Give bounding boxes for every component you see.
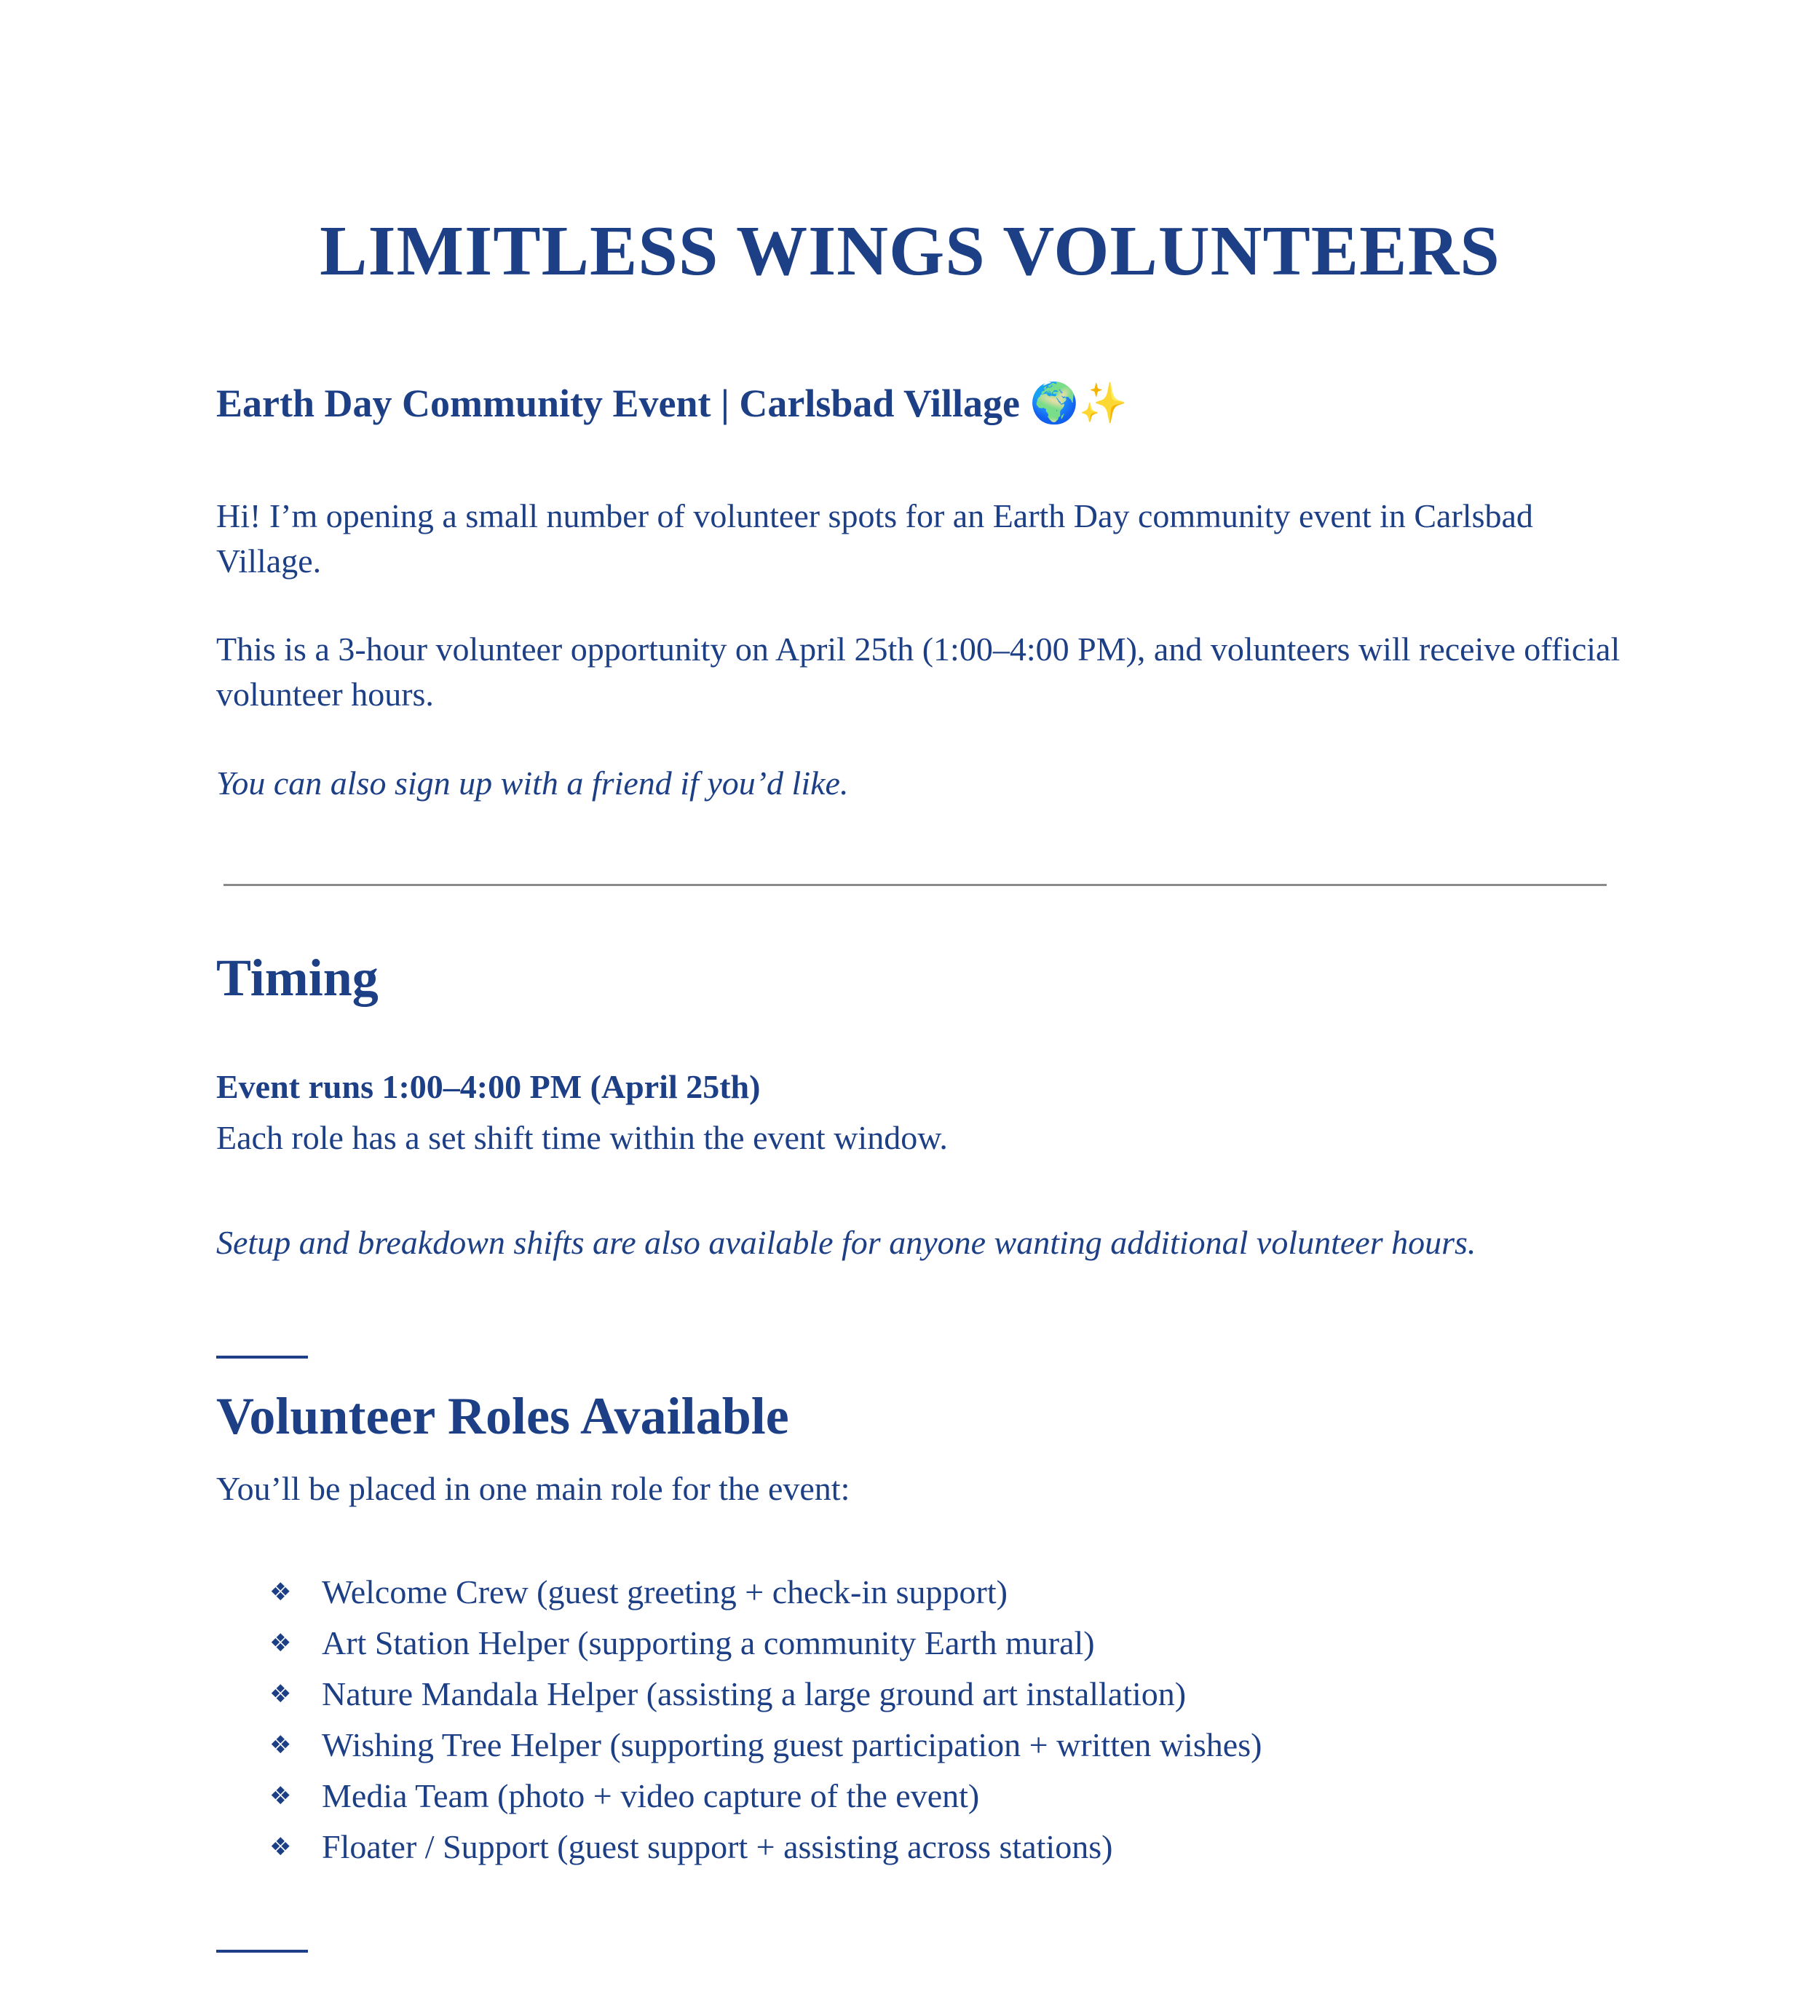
role-label: Wishing Tree Helper (supporting guest participation + written wishes) [322, 1726, 1262, 1763]
role-label: Art Station Helper (supporting a community Earth mural) [322, 1624, 1095, 1661]
diamond-bullet-icon: ❖ [269, 1578, 292, 1607]
role-label: Welcome Crew (guest greeting + check-in support) [322, 1573, 1008, 1610]
timing-shift-note: Each role has a set shift time within the event window. [216, 1119, 948, 1156]
role-label: Floater / Support (guest support + assisting across stations) [322, 1828, 1113, 1865]
intro-paragraph-2: This is a 3-hour volunteer opportunity on April 25th (1:00–4:00 PM), and volunteers will receive official volunteer hours. [216, 631, 1621, 713]
document-title: LIMITLESS WINGS VOLUNTEERS [320, 212, 1500, 290]
intro-paragraph-3: You can also sign up with a friend if you’d like. [216, 764, 849, 802]
diamond-bullet-icon: ❖ [269, 1782, 292, 1811]
short-rule [216, 1356, 308, 1359]
event-subtitle [216, 380, 1128, 427]
diamond-bullet-icon: ❖ [269, 1731, 292, 1760]
list-item [269, 1618, 1262, 1669]
diamond-bullet-icon: ❖ [269, 1629, 292, 1658]
timing-extra-note: Setup and breakdown shifts are also available for anyone wanting additional volunteer hours. [216, 1224, 1476, 1261]
diamond-bullet-icon: ❖ [269, 1833, 292, 1862]
role-label: Media Team (photo + video capture of the event) [322, 1777, 980, 1814]
timing-heading: Timing [216, 949, 379, 1007]
intro-paragraph-1: Hi! I’m opening a small number of volunteer spots for an Earth Day community event in Carlsbad Village. [216, 497, 1533, 580]
list-item [269, 1567, 1262, 1618]
list-item [269, 1771, 1262, 1822]
list-item [269, 1669, 1262, 1720]
short-rule [216, 1950, 308, 1953]
roles-list [269, 1567, 1262, 1873]
role-label: Nature Mandala Helper (assisting a large ground art installation) [322, 1675, 1187, 1712]
list-item [269, 1822, 1262, 1873]
diamond-bullet-icon: ❖ [269, 1680, 292, 1709]
timing-event-runs: Event runs 1:00–4:00 PM (April 25th) [216, 1068, 761, 1105]
list-item [269, 1720, 1262, 1771]
section-divider [223, 884, 1607, 886]
roles-intro: You’ll be placed in one main role for the event: [216, 1470, 850, 1507]
event-subtitle-text: Earth Day Community Event | Carlsbad Village [216, 382, 1020, 425]
roles-heading: Volunteer Roles Available [216, 1387, 789, 1445]
sparkles-icon: ✨ [1078, 380, 1128, 426]
globe-icon: 🌍 [1029, 380, 1079, 426]
